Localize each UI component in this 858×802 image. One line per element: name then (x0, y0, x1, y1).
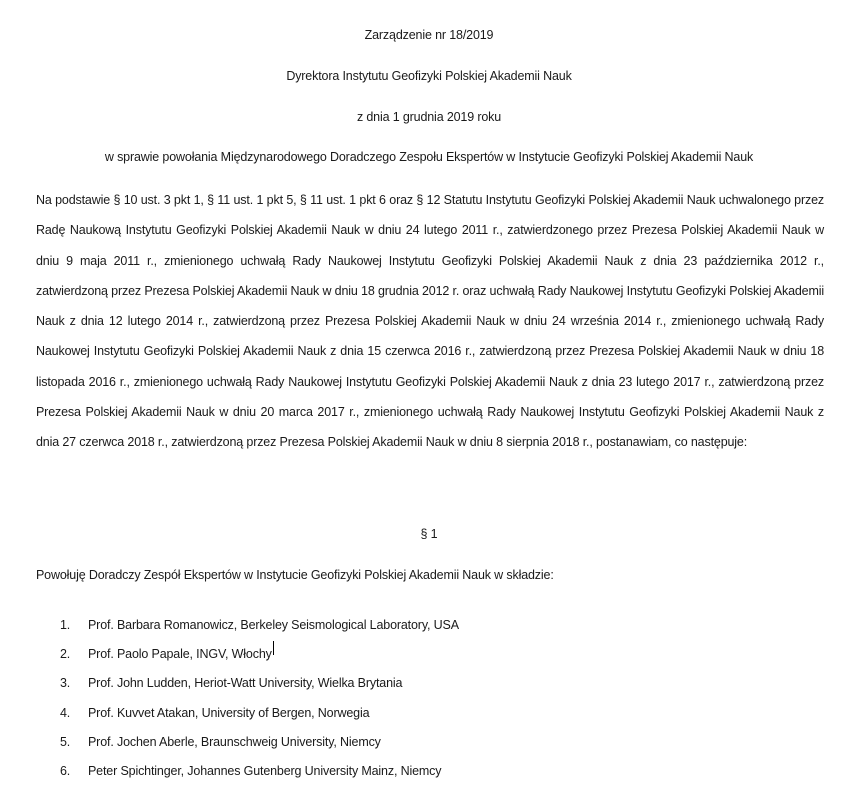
list-item-text: Prof. Kuvvet Atakan, University of Bergen, Norwegia (88, 705, 370, 720)
list-item (60, 612, 459, 641)
members-list (60, 612, 459, 787)
list-item-number: 5. (60, 734, 71, 749)
list-item-text: Prof. Jochen Aberle, Braunschweig University, Niemcy (88, 734, 381, 749)
list-item (60, 758, 459, 787)
text-cursor (273, 641, 274, 655)
preamble-paragraph: Na podstawie § 10 ust. 3 pkt 1, § 11 ust. 1 pkt 5, § 11 ust. 1 pkt 6 oraz § 12 Statutu Instytutu Geofizyki Polskiej Akademii Nauk uchwalonego przez Radę Naukową Instytutu Geofizyki Polskiej Akademii Nauk w dniu 24 lutego 2011 r., zatwierdzonego przez Prezesa Polskiej Akademii Nauk w dniu 9 maja 2011 r., zmienionego uchwałą Rady Naukowej Instytutu Geofizyki Polskiej Akademii Nauk z dnia 23 października 2012 r., zatwierdzoną przez Prezesa Polskiej Akademii Nauk w dniu 18 grudnia 2012 r. oraz uchwałą Rady Naukowej Instytutu Geofizyki Polskiej Akademii Nauk z dnia 12 lutego 2014 r., zatwierdzoną przez Prezesa Polskiej Akademii Nauk w dniu 24 września 2014 r., zmienionego uchwałą Rady Naukowej Instytutu Geofizyki Polskiej Akademii Nauk z dnia 15 czerwca 2016 r., zatwierdzoną przez Prezesa Polskiej Akademii Nauk w dniu 18 listopada 2016 r., zmienionego uchwałą Rady Naukowej Instytutu Geofizyki Polskiej Akademii Nauk z dnia 23 lutego 2017 r., zatwierdzoną przez Prezesa Polskiej Akademii Nauk w dniu 20 marca 2017 r., zmienionego uchwałą Rady Naukowej Instytutu Geofizyki Polskiej Akademii Nauk z dnia 27 czerwca 2018 r., zatwierdzoną przez Prezesa Polskiej Akademii Nauk w dniu 8 sierpnia 2018 r., postanawiam, co następuje: (36, 193, 824, 450)
list-item-number: 2. (60, 647, 71, 662)
list-item-text: Prof. John Ludden, Heriot-Watt University, Wielka Brytania (88, 676, 403, 691)
list-item (60, 670, 459, 699)
document-subject: w sprawie powołania Międzynarodowego Doradczego Zespołu Ekspertów w Instytucie Geofizyki Polskiej Akademii Nauk (104, 150, 754, 164)
list-item-number: 3. (60, 676, 71, 691)
list-item-text: Peter Spichtinger, Johannes Gutenberg University Mainz, Niemcy (88, 763, 442, 778)
list-item (60, 729, 459, 758)
list-item-text: Prof. Paolo Papale, INGV, Włochy (88, 647, 272, 662)
members-intro: Powołuję Doradczy Zespół Ekspertów w Instytucie Geofizyki Polskiej Akademii Nauk w składzie: (36, 568, 554, 582)
list-item (60, 700, 459, 729)
list-item-number: 6. (60, 763, 71, 778)
document-date: z dnia 1 grudnia 2019 roku (356, 110, 502, 124)
list-item-number: 1. (60, 618, 71, 632)
list-item-number: 4. (60, 705, 71, 720)
list-item-text: Prof. Barbara Romanowicz, Berkeley Seismological Laboratory, USA (88, 618, 459, 632)
list-item (60, 641, 459, 670)
section-heading: § 1 (420, 527, 438, 541)
document-title: Zarządzenie nr 18/2019 (364, 28, 494, 42)
document-issuer: Dyrektora Instytutu Geofizyki Polskiej Akademii Nauk (286, 69, 572, 83)
